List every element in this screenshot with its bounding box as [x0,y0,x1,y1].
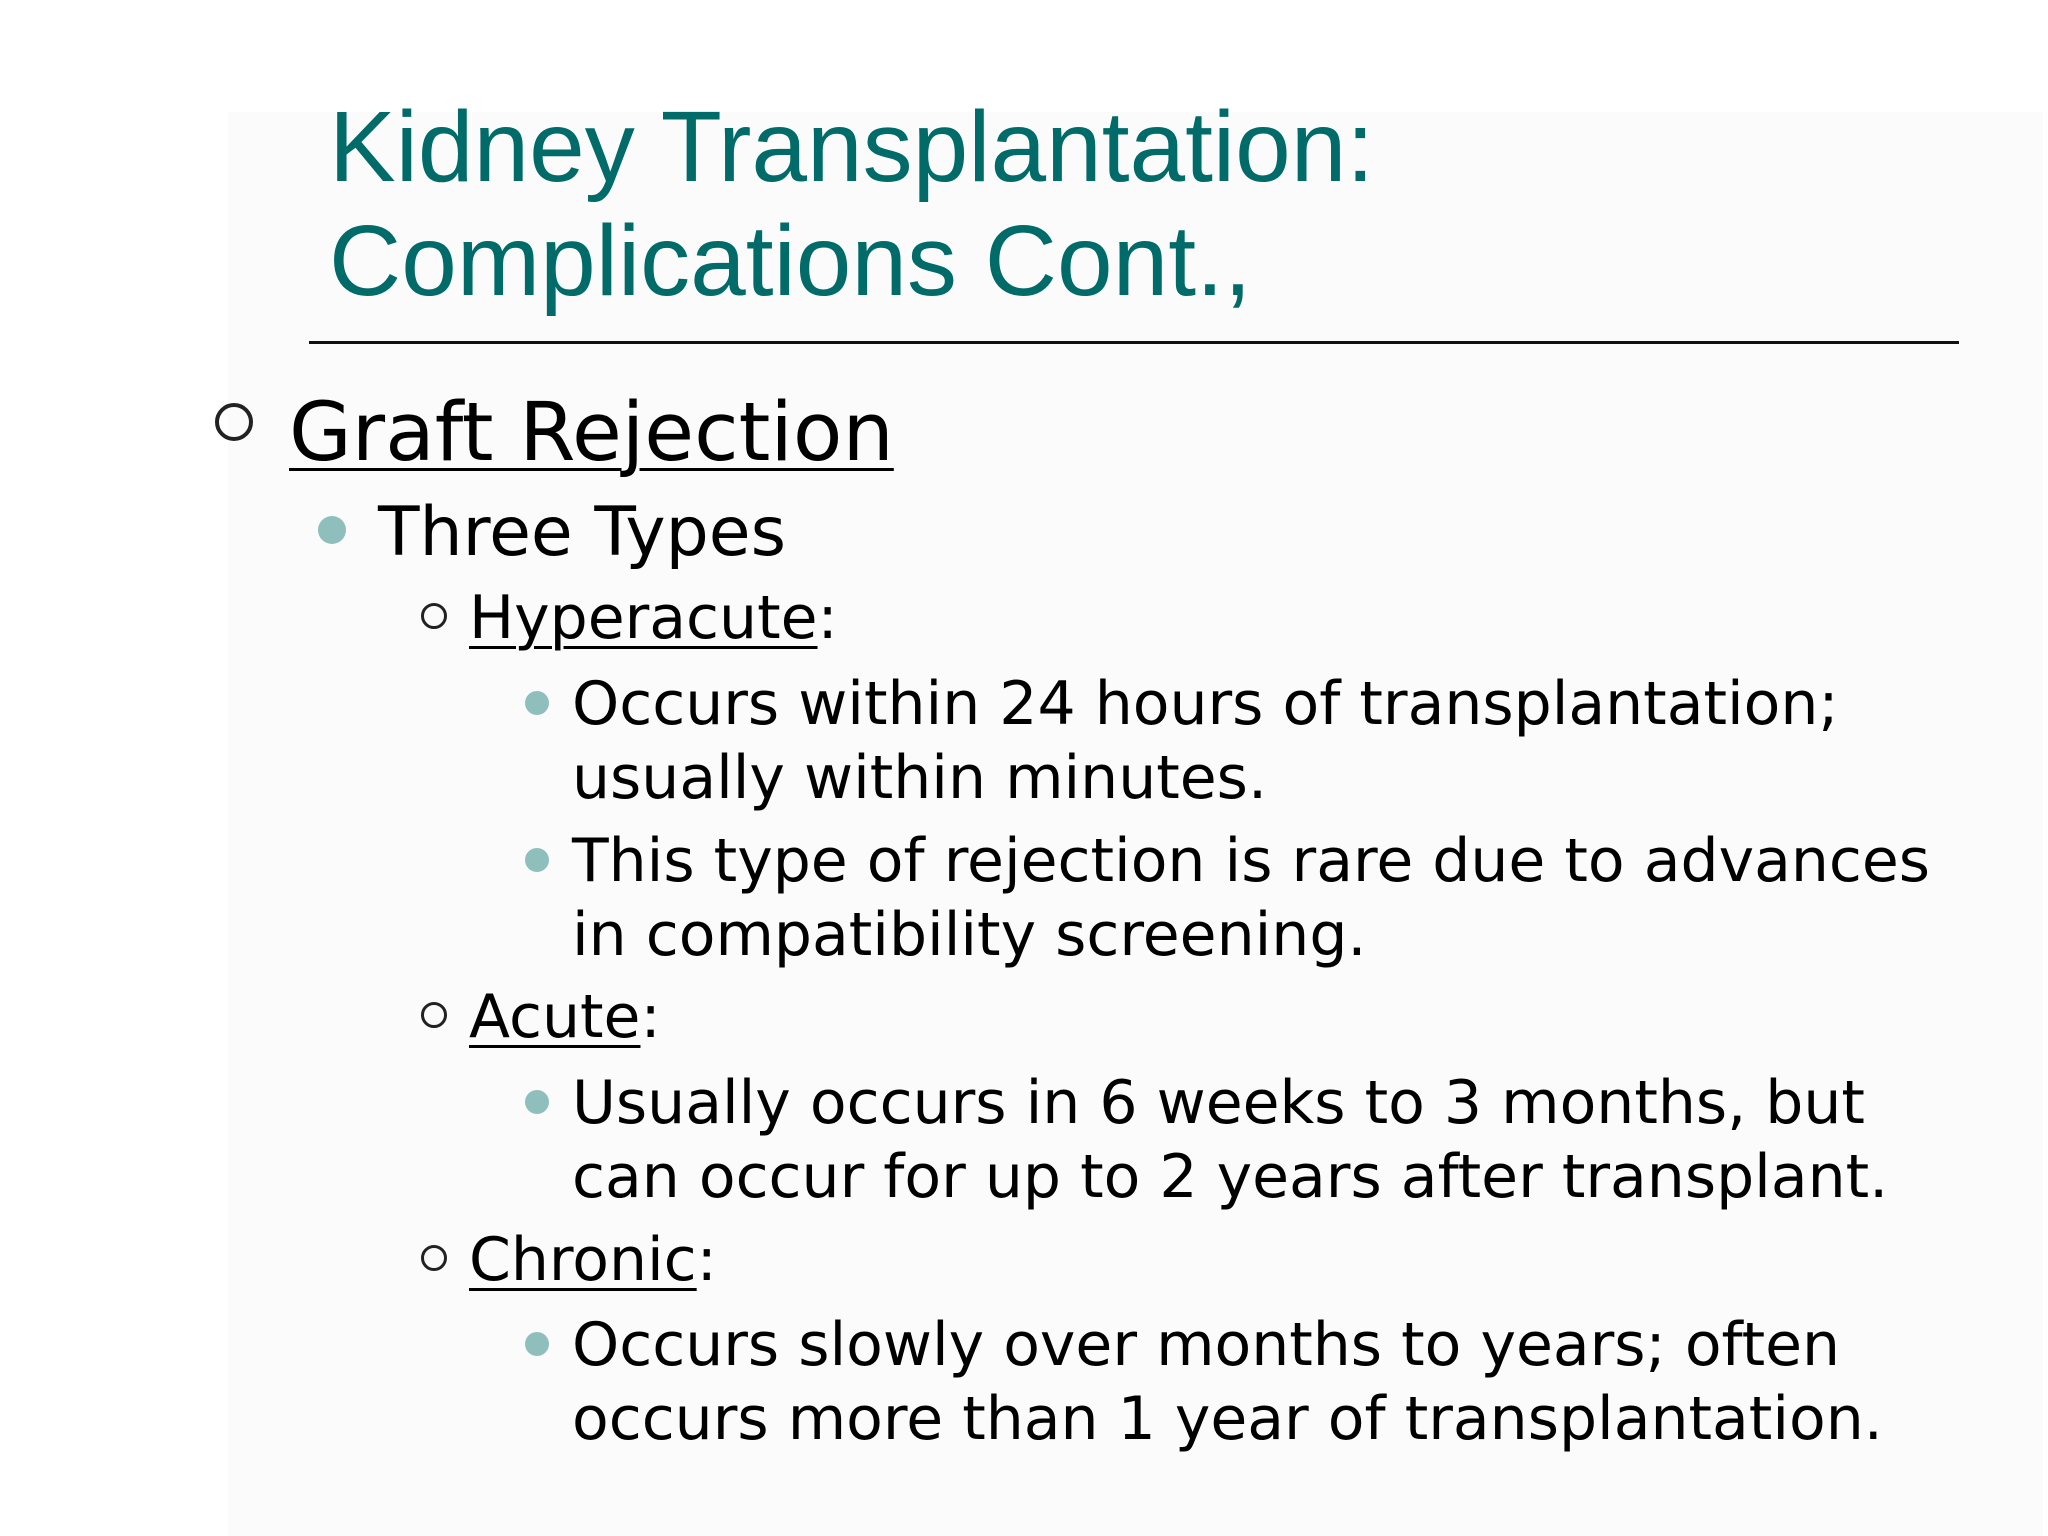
point-text: This type of rejection is rare due to advances in compatibility screening. [572,826,1931,970]
hollow-circle-bullet-icon [421,1002,447,1028]
dot-bullet-icon [318,516,346,544]
heading-item [289,385,894,481]
sub-heading-text: Three Types [378,493,786,572]
sub-heading-item [378,492,786,574]
type-label-acute: Acute: [469,982,661,1052]
point-item [572,1308,1883,1456]
point-item [572,1066,1888,1214]
type-item-chronic [469,1225,717,1295]
dot-bullet-icon [525,1090,549,1114]
point-text: Usually occurs in 6 weeks to 3 months, but can occur for up to 2 years after transplant. [572,1068,1889,1212]
type-label-chronic: Chronic: [469,1225,717,1295]
heading-text: Graft Rejection [289,386,894,480]
point-item [572,667,1839,815]
title-divider [309,341,1959,344]
dot-bullet-icon [525,691,549,715]
dot-bullet-icon [525,848,549,872]
dot-bullet-icon [525,1332,549,1356]
slide-title-line-1: Kidney Transplantation: [329,91,1375,203]
point-text: Occurs within 24 hours of transplantation; usually within minutes. [572,669,1839,813]
type-item-hyperacute [469,583,838,653]
slide-title [329,90,1374,318]
slide-title-line-2: Complications Cont., [329,205,1252,317]
hollow-circle-bullet-icon [421,603,447,629]
type-item-acute [469,982,661,1052]
type-label-hyperacute: Hyperacute: [469,583,838,653]
point-item [572,824,1930,972]
point-text: Occurs slowly over months to years; often occurs more than 1 year of transplantation. [572,1310,1883,1454]
hollow-circle-bullet-icon [421,1245,447,1271]
hollow-circle-bullet-icon [215,403,253,441]
